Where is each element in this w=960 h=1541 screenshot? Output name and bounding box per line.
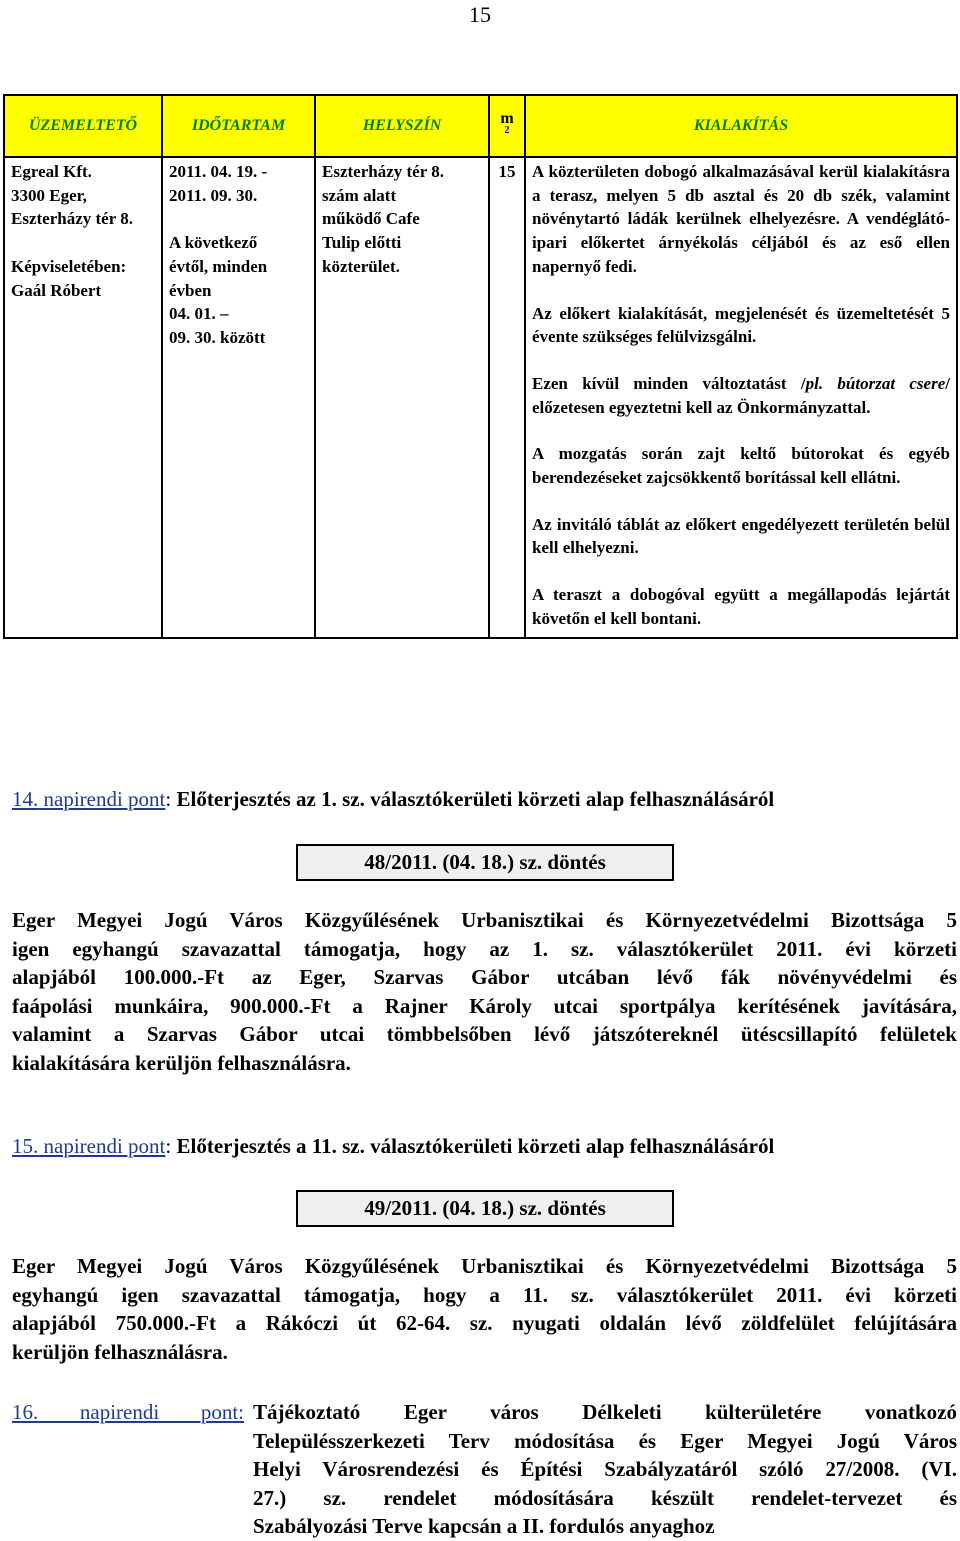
agenda-title bbox=[253, 1398, 957, 1541]
operator-line: 3300 Eger, bbox=[11, 185, 87, 205]
location-line: közterület. bbox=[322, 256, 400, 276]
header-area-unit bbox=[489, 95, 525, 157]
decision-line: kerüljön felhasználásra. bbox=[12, 1339, 228, 1364]
area-unit-sub: 2 bbox=[504, 124, 510, 136]
agenda-label: napirendi pont bbox=[43, 1134, 166, 1158]
period-line: évtől, minden bbox=[169, 256, 268, 276]
location-line: Tulip előtti bbox=[322, 233, 402, 253]
decision-box-48: 48/2011. (04. 18.) sz. döntés bbox=[296, 844, 674, 881]
agenda-title-line: Helyi Városrendezési és Építési Szabályzatáról szóló 27/2008. (VI. bbox=[253, 1457, 957, 1482]
decision-box-49: 49/2011. (04. 18.) sz. döntés bbox=[296, 1190, 674, 1227]
design-paragraph: A mozgatás során zajt keltő bútorokat és egyéb berendezéseket zajcsökkentő borítással kell ellátni. bbox=[532, 444, 950, 488]
decision-line: valamint a Szarvas Gábor utcai tömbbelsőben lévő játszótereknél ütéscsillapító felületek bbox=[12, 1022, 957, 1047]
decision-text-48 bbox=[12, 906, 957, 1078]
agenda-title-line: Szabályozási Terve kapcsán a II. fordulós anyaghoz bbox=[253, 1514, 715, 1539]
agenda-number: 15. bbox=[12, 1134, 39, 1158]
header-operator: ÜZEMELTETŐ bbox=[4, 95, 162, 157]
agenda-number: 14. bbox=[12, 787, 39, 811]
agenda-item-15-heading: 15. napirendi pont: Előterjesztés a 11. sz. választókerületi körzeti alap felhasználásáról bbox=[12, 1134, 775, 1158]
area-unit: m bbox=[500, 109, 514, 127]
period-line: 2011. 09. 30. bbox=[169, 185, 258, 205]
decision-line: faápolási munkáira, 900.000.-Ft a Rajner Károly utcai sportpálya kerítésének javítására, bbox=[12, 993, 957, 1018]
agenda-title: Előterjesztés az 1. sz. választókerületi körzeti alap felhasználásáról bbox=[176, 787, 775, 811]
decision-line: alapjából 750.000.-Ft a Rákóczi út 62-64. sz. nyugati oldalán lévő zöldfelület felújítására bbox=[12, 1311, 957, 1336]
operator-line: Gaál Róbert bbox=[11, 280, 102, 300]
agenda-title-line: 27.) sz. rendelet módosítására készült rendelet-tervezet és bbox=[253, 1485, 957, 1510]
table-row bbox=[4, 157, 957, 638]
location-line: működő Cafe bbox=[322, 209, 420, 229]
agenda-title: Előterjesztés a 11. sz. választókerületi körzeti alap felhasználásáról bbox=[176, 1134, 775, 1158]
operator-line: Egreal Kft. bbox=[11, 162, 92, 181]
design-paragraph: Ezen kívül minden változtatást /pl. bútorzat csere/ előzetesen egyeztetni kell az Önkormányzattal. bbox=[532, 373, 950, 417]
design-cell bbox=[525, 157, 957, 638]
decision-line: alapjából 100.000.-Ft az Eger, Szarvas Gábor utcában lévő fák növényvédelmi és bbox=[12, 965, 957, 990]
period-line: A következő bbox=[169, 233, 258, 253]
decision-line: kialakítására kerüljön felhasználásra. bbox=[12, 1050, 351, 1075]
period-line: 2011. 04. 19. - bbox=[169, 162, 268, 181]
period-line: 04. 01. – bbox=[169, 304, 229, 324]
operator-line: Képviseletében: bbox=[11, 256, 127, 276]
decision-line: igen egyhangú szavazattal támogatja, hogy az 1. sz. választókerület 2011. évi körzeti bbox=[12, 936, 957, 961]
design-paragraph: A teraszt a dobogóval együtt a megállapodás lejártát követőn el kell bontani. bbox=[532, 585, 950, 628]
period-line: évben bbox=[169, 280, 212, 300]
period-cell bbox=[162, 157, 315, 638]
operator-cell bbox=[4, 157, 162, 638]
decision-line: Eger Megyei Jogú Város Közgyűlésének Urbanisztikai és Környezetvédelmi Bizottsága 5 bbox=[12, 1254, 957, 1278]
design-paragraph: A közterületen dobogó alkalmazásával kerül kialakításra a terasz, melyen 5 db asztal és 20 db szék, valamint növénytartó ládák kerülnek elhelyezésre. A vendéglátó-ipari előkertet árnyékolás céljából és az eső ellen napernyő fedi. bbox=[532, 162, 950, 276]
decision-text-49 bbox=[12, 1252, 957, 1366]
design-paragraph: Az invitáló táblát az előkert engedélyezett területén belül kell elhelyezni. bbox=[532, 514, 950, 558]
table-header-row bbox=[4, 95, 957, 157]
agenda-title-line: Tájékoztató Eger város Délkeleti külterületére vonatkozó bbox=[253, 1400, 957, 1424]
agenda-item-14-heading: 14. napirendi pont: Előterjesztés az 1. sz. választókerületi körzeti alap felhasználásáról bbox=[12, 787, 775, 811]
agenda-label: napirendi pont bbox=[43, 787, 166, 811]
header-location: HELYSZÍN bbox=[315, 95, 489, 157]
header-design: KIALAKÍTÁS bbox=[525, 95, 957, 157]
location-line: Eszterházy tér 8. bbox=[322, 162, 444, 181]
design-paragraph: Az előkert kialakítását, megjelenését és üzemeltetését 5 évente szükséges felülvizsgálni. bbox=[532, 303, 950, 347]
decision-line: Eger Megyei Jogú Város Közgyűlésének Urbanisztikai és Környezetvédelmi Bizottsága 5 bbox=[12, 908, 957, 932]
area-cell: 15 bbox=[489, 157, 525, 638]
permit-table bbox=[3, 94, 958, 639]
location-line: szám alatt bbox=[322, 185, 397, 205]
period-line bbox=[169, 207, 308, 231]
period-line: 09. 30. között bbox=[169, 327, 266, 347]
page-number: 15 bbox=[469, 2, 491, 27]
operator-line bbox=[11, 231, 155, 255]
header-period: IDŐTARTAM bbox=[162, 95, 315, 157]
decision-line: egyhangú igen szavazattal támogatja, hogy a 11. sz. választókerület 2011. évi körzeti bbox=[12, 1282, 957, 1307]
agenda-label: 16. napirendi pont: bbox=[12, 1400, 244, 1424]
location-cell bbox=[315, 157, 489, 638]
agenda-title-line: Településszerkezeti Terv módosítása és Eger Megyei Jogú Város bbox=[253, 1428, 957, 1453]
operator-line: Eszterházy tér 8. bbox=[11, 209, 133, 229]
